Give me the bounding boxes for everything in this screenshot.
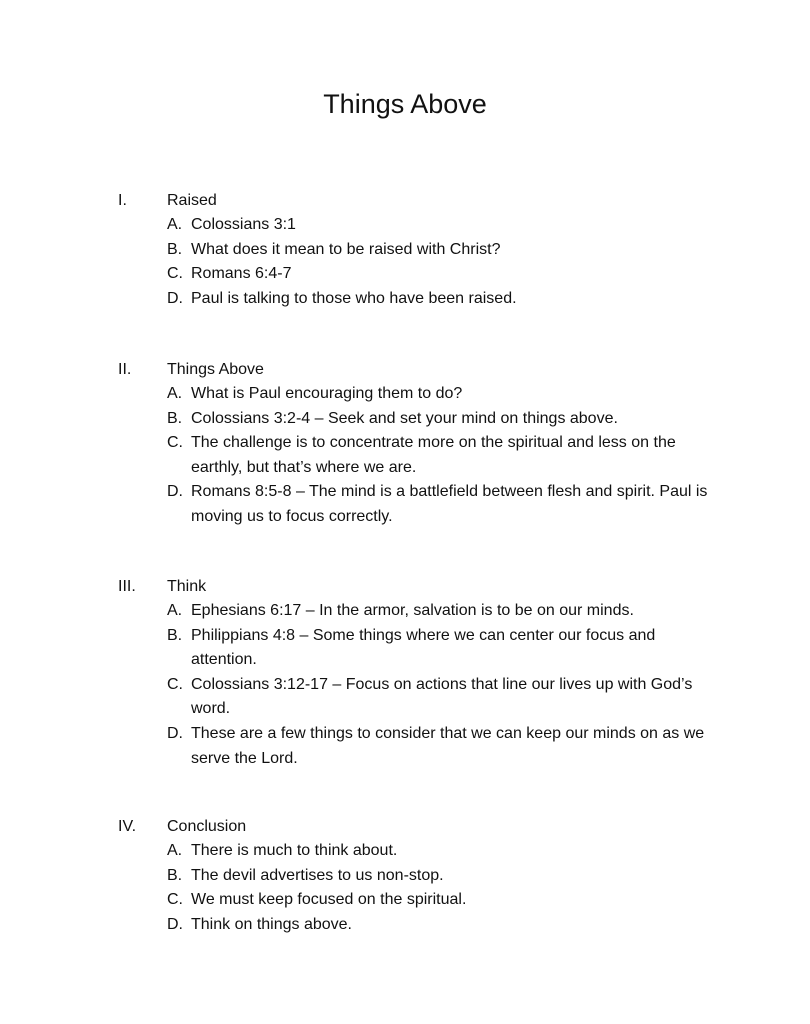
outline-item [0,624,716,673]
item-text: Colossians 3:1 [191,216,296,233]
item-letter: B. [167,409,183,427]
section-numeral: II. [118,361,132,378]
item-letter: B. [167,240,183,258]
section-heading: Think [167,578,207,595]
section-numeral: IV. [118,818,137,835]
item-letter: A. [167,602,183,619]
item-text: Philippians 4:8 – Some things where we can center our focus and attention. [191,626,656,669]
outline-item [0,599,716,624]
outline-item [0,864,716,889]
outline-item [0,407,716,432]
outline-item [0,673,716,722]
outline-item [0,913,716,938]
section-header [0,357,810,382]
outline-item [0,262,716,287]
document-title: Things Above [323,89,487,119]
item-text: Think on things above. [191,915,352,933]
outline-section-1 [0,188,810,311]
outline-item [0,480,716,529]
item-text: Romans 8:5-8 – The mind is a battlefield between flesh and spirit. Paul is moving us to focus correctly. [191,483,708,525]
section-heading: Raised [167,192,217,209]
item-letter: A. [167,842,183,859]
outline-item [0,839,716,864]
outline-section-2 [0,357,810,530]
item-letter: A. [167,385,183,402]
item-text: What is Paul encouraging them to do? [191,385,463,402]
item-letter: D. [167,915,183,933]
outline-item [0,382,716,407]
item-text: What does it mean to be raised with Christ? [191,240,501,258]
section-heading: Things Above [167,361,264,378]
item-text: Paul is talking to those who have been raised. [191,289,517,307]
outline-section-4 [0,814,810,937]
item-text: Romans 6:4-7 [191,265,292,283]
item-letter: A. [167,216,183,233]
item-letter: C. [167,434,183,452]
item-text: These are a few things to consider that we can keep our minds on as we serve the Lord. [191,724,705,767]
item-letter: C. [167,265,183,283]
outline-item [0,213,716,238]
item-text: Ephesians 6:17 – In the armor, salvation is to be on our minds. [191,602,634,619]
item-text: The devil advertises to us non-stop. [191,866,444,884]
outline-section-3 [0,574,810,771]
section-header [0,574,810,599]
item-text: We must keep focused on the spiritual. [191,891,467,909]
item-letter: D. [167,289,183,307]
item-letter: B. [167,626,183,644]
item-letter: C. [167,891,183,909]
item-text: Colossians 3:12-17 – Focus on actions that line our lives up with God’s word. [191,675,693,718]
item-letter: B. [167,866,183,884]
item-letter: D. [167,724,183,742]
section-header [0,814,810,839]
section-numeral: I. [118,192,127,209]
section-header [0,188,810,213]
item-text: There is much to think about. [191,842,398,859]
item-text: The challenge is to concentrate more on the spiritual and less on the earthly, but that’s where we are. [191,434,676,476]
item-text: Colossians 3:2-4 – Seek and set your mind on things above. [191,409,618,427]
item-letter: C. [167,675,183,693]
outline-item [0,238,716,263]
outline-item [0,431,716,480]
section-numeral: III. [118,578,136,595]
item-letter: D. [167,483,183,501]
section-heading: Conclusion [167,818,247,835]
outline-item [0,888,716,913]
outline-item [0,722,716,771]
outline-item [0,287,716,312]
